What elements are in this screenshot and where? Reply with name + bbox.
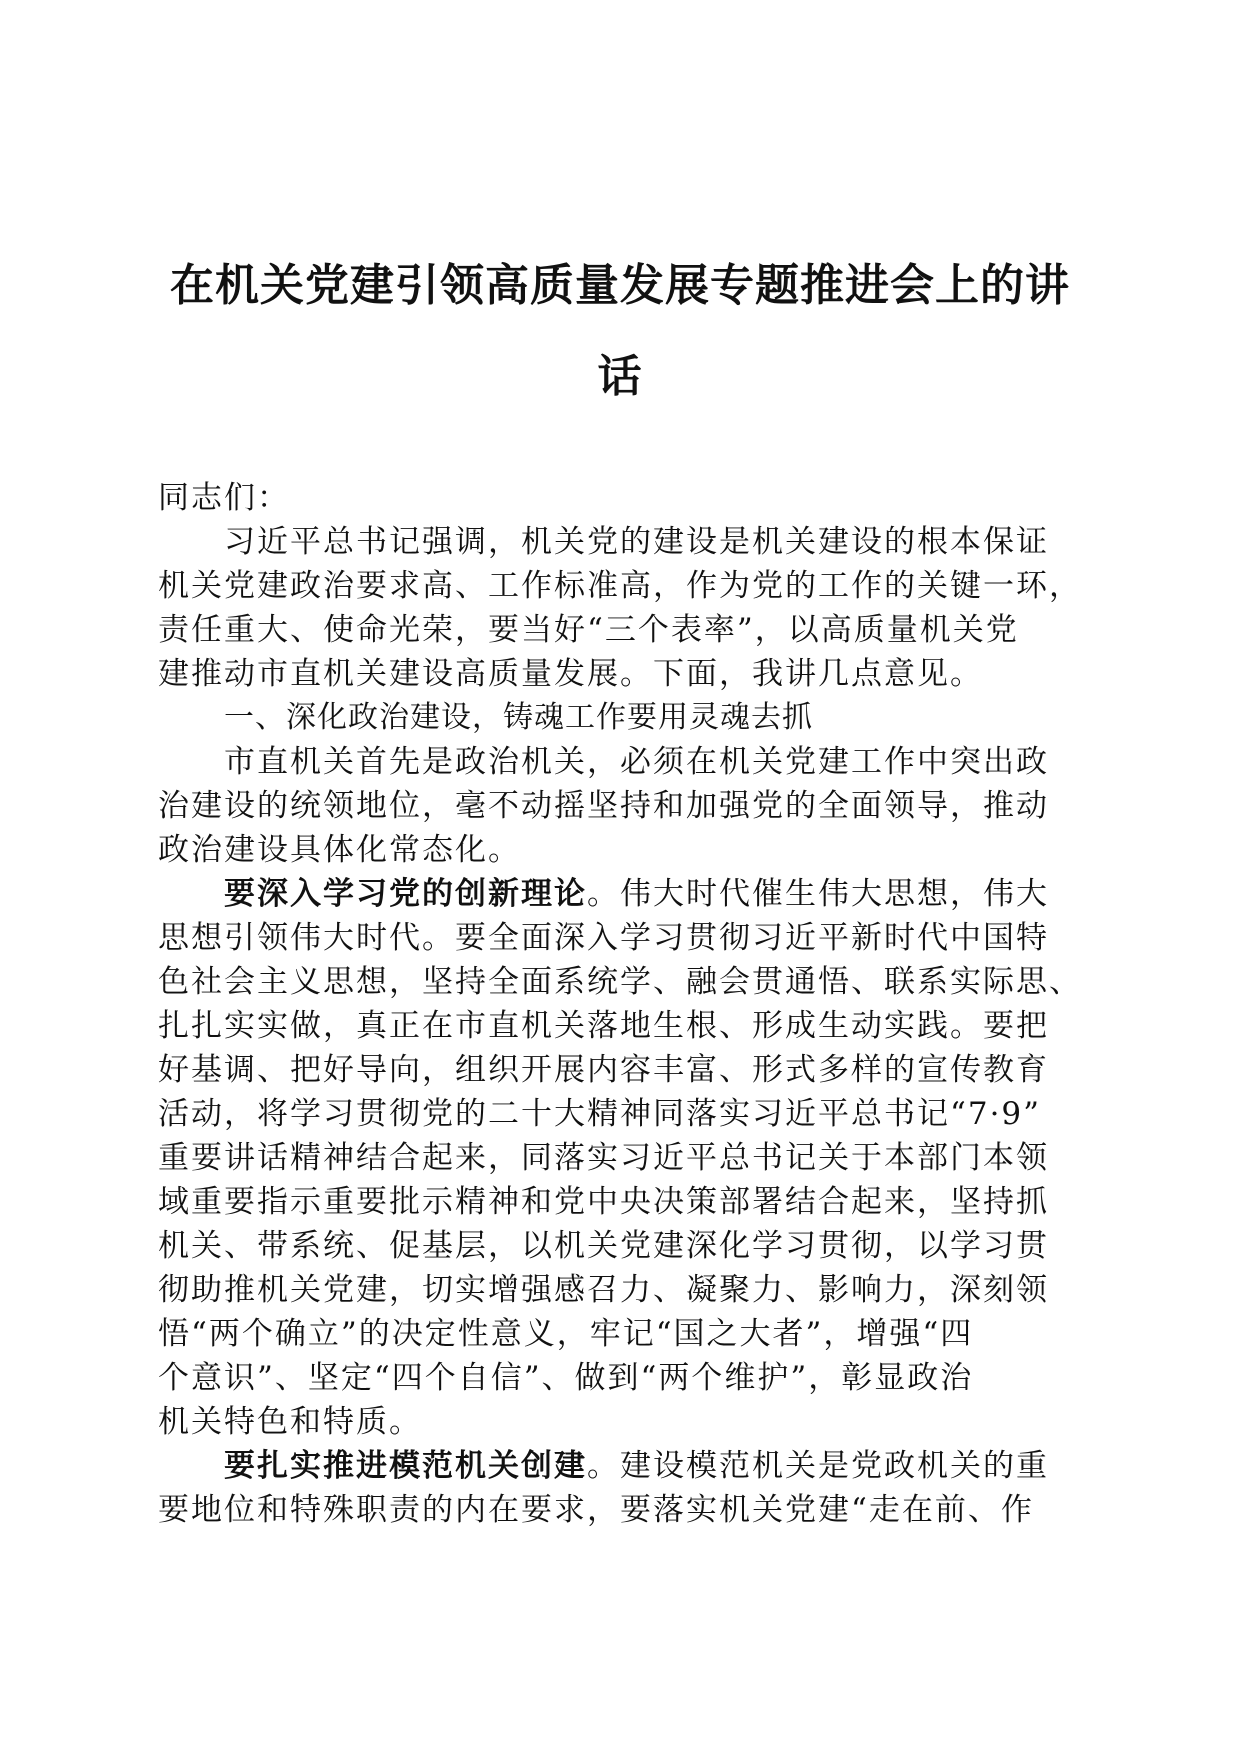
point-1-line: 彻助推机关党建，切实增强感召力、凝聚力、影响力，深刻领 xyxy=(158,1272,1049,1308)
point-1-line: 重要讲话精神结合起来，同落实习近平总书记关于本部门本领 xyxy=(158,1140,1049,1176)
point-1-line: 色社会主义思想，坚持全面系统学、融会贯通悟、联系实际思、 xyxy=(158,964,1082,1000)
section-para-line: 市直机关首先是政治机关，必须在机关党建工作中突出政 xyxy=(224,744,1049,780)
point-1-line: 机关、带系统、促基层，以机关党建深化学习贯彻，以学习贯 xyxy=(158,1228,1049,1264)
document-title-line-1: 在机关党建引领高质量发展专题推进会上的讲 xyxy=(170,260,1070,311)
document-title-line-2: 话 xyxy=(597,351,643,402)
document-body xyxy=(158,476,1088,1532)
intro-line: 机关党建政治要求高、工作标准高，作为党的工作的关键一环， xyxy=(158,568,1082,604)
point-1-line: 机关特色和特质。 xyxy=(158,1404,422,1440)
salutation: 同志们： xyxy=(158,480,290,516)
intro-line: 建推动市直机关建设高质量发展。下面，我讲几点意见。 xyxy=(158,656,983,692)
point-1-first-line xyxy=(158,872,1088,916)
point-1-line: 悟“两个确立”的决定性意义，牢记“国之大者”，增强“四 xyxy=(158,1316,974,1352)
point-1-line: 扎扎实实做，真正在市直机关落地生根、形成生动实践。要把 xyxy=(158,1008,1049,1044)
point-2-first-rest: 。建设模范机关是党政机关的重 xyxy=(587,1448,1049,1484)
point-1-line: 活动，将学习贯彻党的二十大精神同落实习近平总书记“7·9” xyxy=(158,1096,1041,1132)
section-para-line: 政治建设具体化常态化。 xyxy=(158,832,521,868)
point-2-first-line xyxy=(158,1444,1088,1488)
point-1-line: 思想引领伟大时代。要全面深入学习贯彻习近平新时代中国特 xyxy=(158,920,1049,956)
point-1-first-rest: 。伟大时代催生伟大思想，伟大 xyxy=(587,876,1049,912)
point-1-line: 域重要指示重要批示精神和党中央决策部署结合起来，坚持抓 xyxy=(158,1184,1049,1220)
point-2-lead: 要扎实推进模范机关创建 xyxy=(224,1448,587,1484)
intro-line: 习近平总书记强调，机关党的建设是机关建设的根本保证 xyxy=(224,524,1049,560)
point-2-line: 要地位和特殊职责的内在要求，要落实机关党建“走在前、作 xyxy=(158,1492,1034,1528)
intro-line: 责任重大、使命光荣，要当好“三个表率”，以高质量机关党 xyxy=(158,612,1019,648)
point-1-line: 个意识”、坚定“四个自信”、做到“两个维护”，彰显政治 xyxy=(158,1360,974,1396)
point-1-line: 好基调、把好导向，组织开展内容丰富、形式多样的宣传教育 xyxy=(158,1052,1049,1088)
section-para-line: 治建设的统领地位，毫不动摇坚持和加强党的全面领导，推动 xyxy=(158,788,1049,824)
section-heading: 一、深化政治建设，铸魂工作要用灵魂去抓 xyxy=(224,700,813,735)
point-1-lead: 要深入学习党的创新理论 xyxy=(224,876,587,912)
